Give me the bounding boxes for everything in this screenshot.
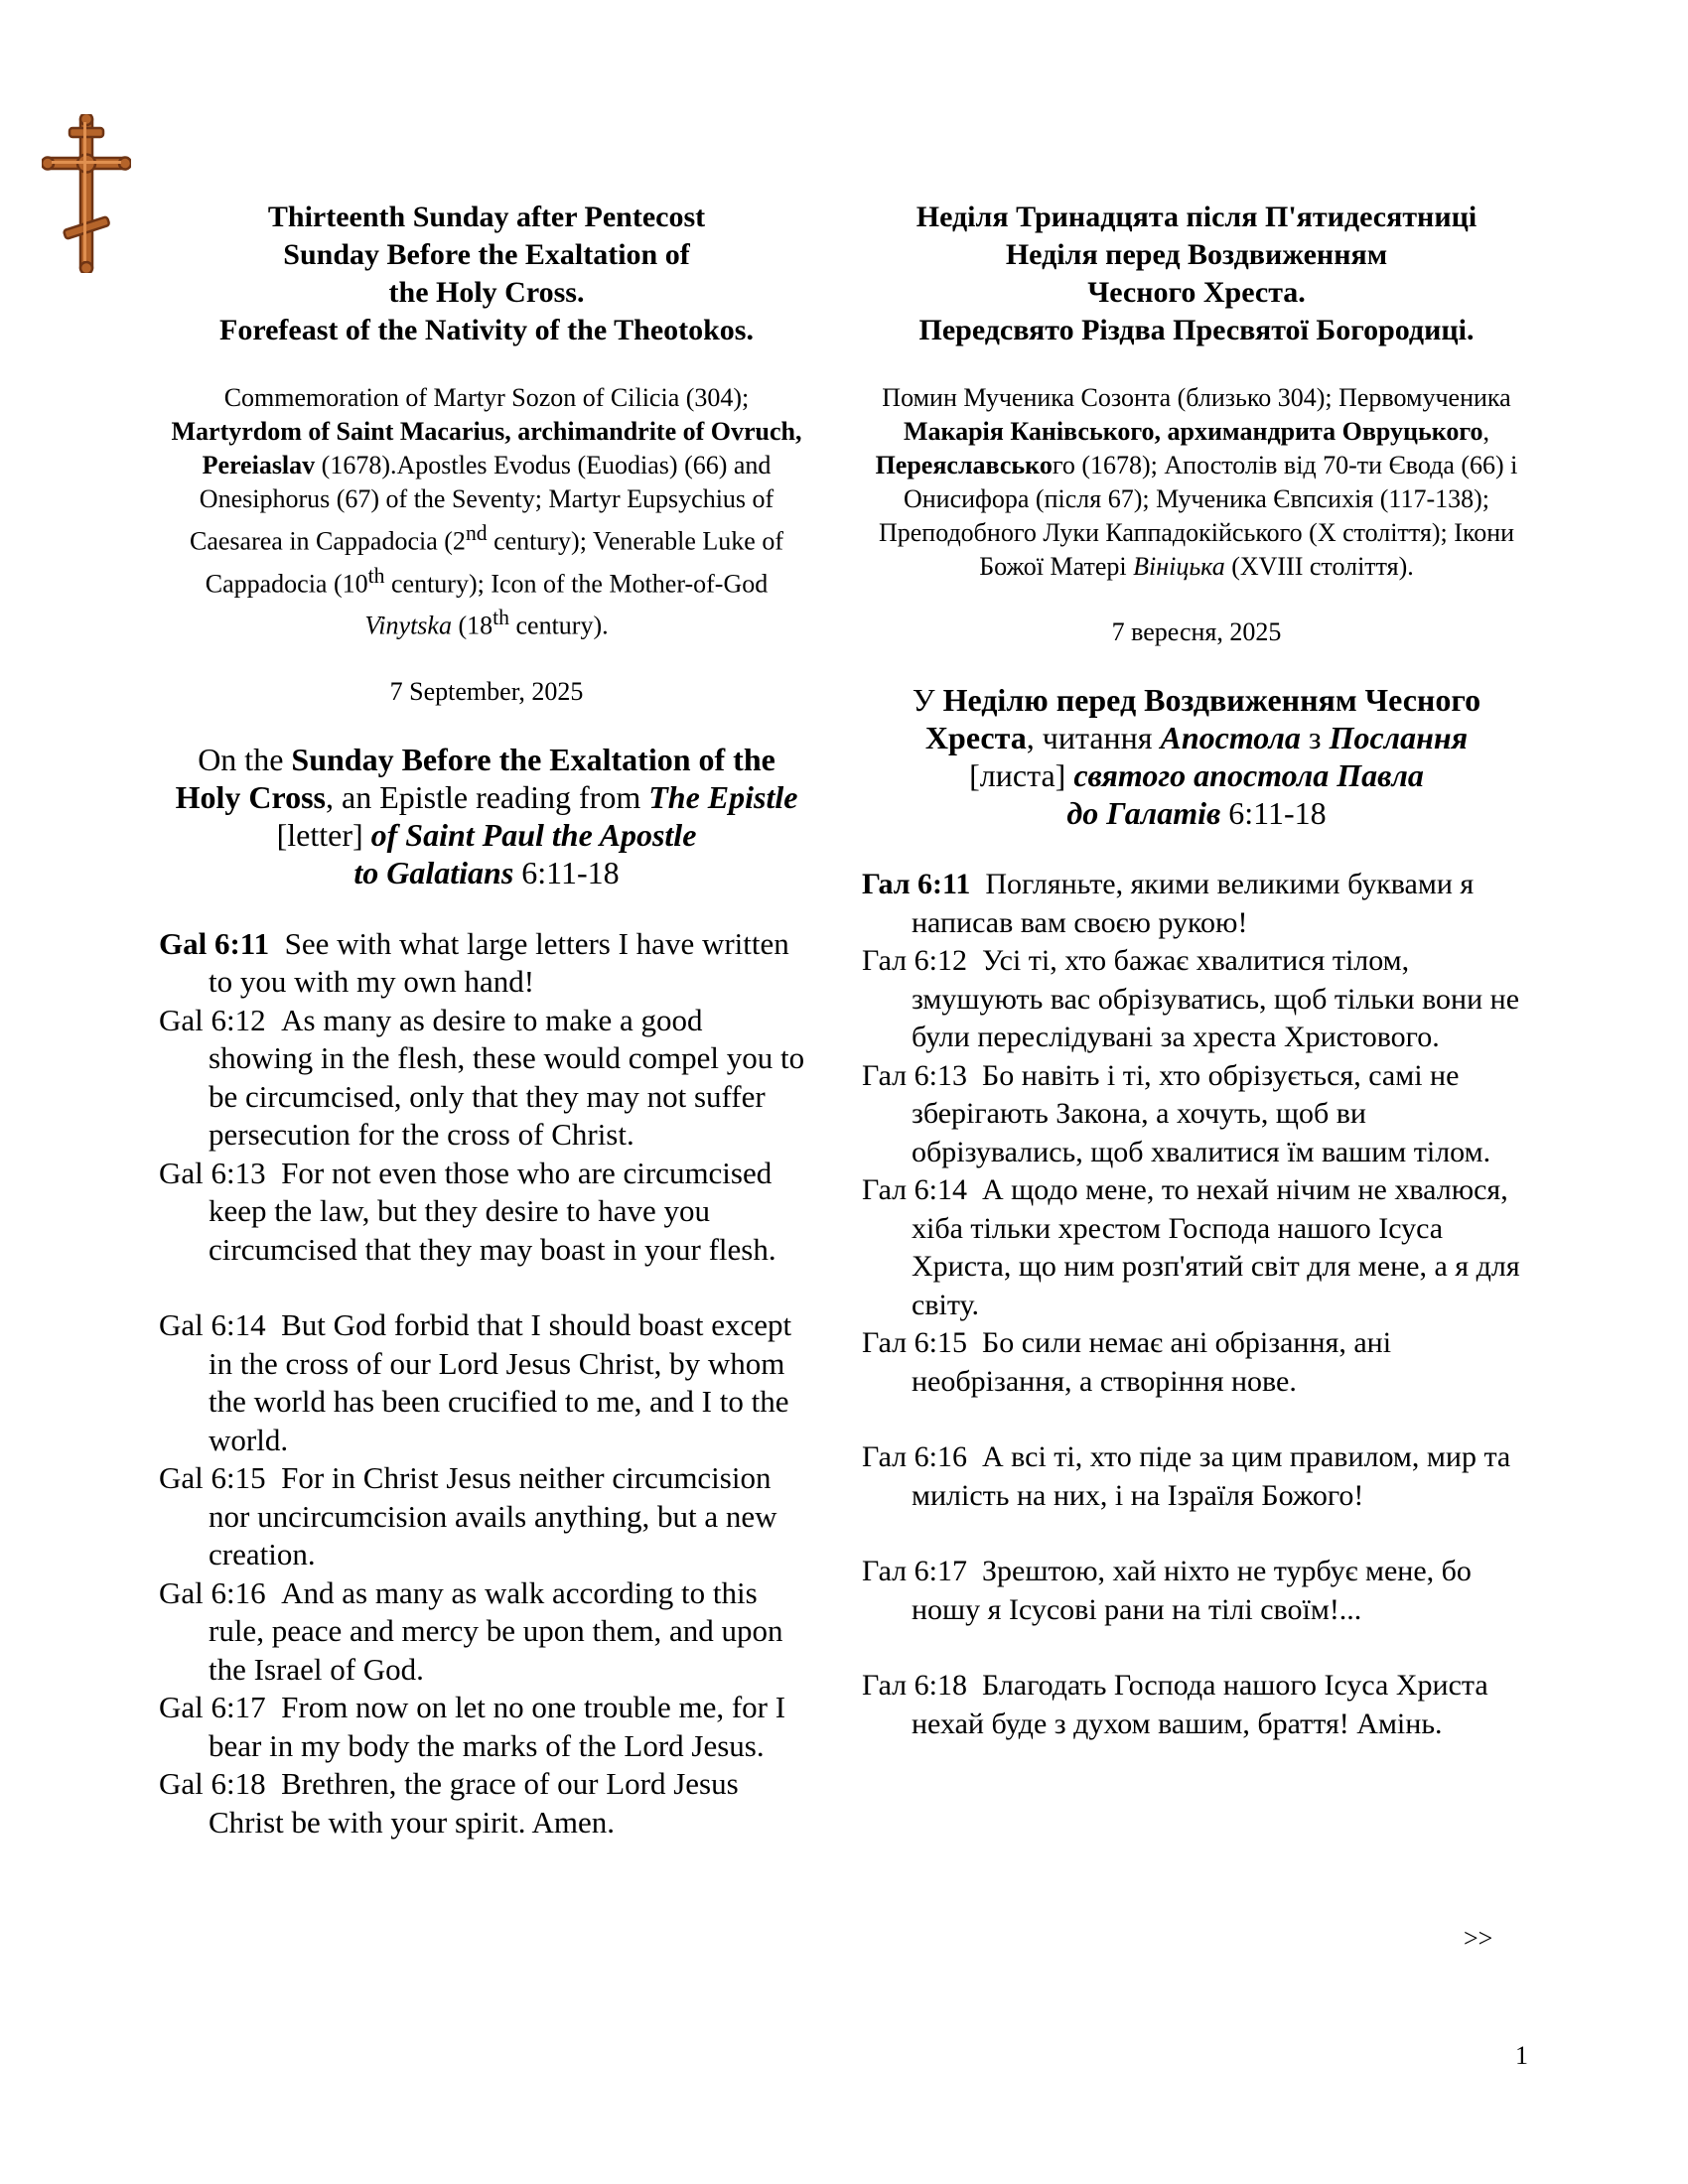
english-title <box>159 199 814 349</box>
verse <box>159 925 814 1002</box>
verse <box>862 866 1531 942</box>
verse <box>862 942 1531 1057</box>
title-line: the Holy Cross. <box>388 276 585 309</box>
heading-bold: Неділю перед Воздвиженням Чесного <box>942 682 1481 718</box>
heading-bold: Holy Cross <box>175 778 326 815</box>
comm-italic: Vinytska <box>364 611 452 640</box>
spacer <box>159 1269 814 1306</box>
verse <box>159 1765 814 1842</box>
title-line: Неділя Тринадцята після П'ятидесятниці <box>915 201 1477 233</box>
verse-ref: Gal 6:16 <box>159 1574 266 1610</box>
verse-ref: Гал 6:14 <box>862 1173 967 1206</box>
heading-bold-italic: святого апостола Павла <box>1073 757 1424 793</box>
verse <box>862 1438 1531 1515</box>
comm-text: Commemoration of Martyr Sozon of Cilicia (304); <box>223 383 750 412</box>
heading-text: , an Epistle reading from <box>325 778 649 815</box>
verse-ref: Gal 6:12 <box>159 1002 266 1037</box>
heading-text: У <box>912 682 943 718</box>
english-date: 7 September, 2025 <box>389 676 584 706</box>
title-line: Чесного Хреста. <box>1087 276 1306 309</box>
heading-line <box>159 854 814 891</box>
heading-bold-italic: до Галатів <box>1066 795 1221 831</box>
heading-line <box>159 741 814 778</box>
comm-text: (1678).Apostles Evodus (Euodias) (66) and Onesiphorus (67) of the Seventy; Martyr Eupsychius of Caesarea in Cappadocia (2 <box>190 451 774 556</box>
heading-text: 6:11-18 <box>513 854 620 890</box>
verse-text: But God forbid that I should boast except in the cross of our Lord Jesus Christ, by whom the world has been crucified to me, and I to the world. <box>209 1307 792 1457</box>
verse-text: Brethren, the grace of our Lord Jesus Christ be with your spirit. Amen. <box>209 1766 739 1840</box>
verse-text: From now on let no one trouble me, for I bear in my body the marks of the Lord Jesus. <box>209 1690 786 1763</box>
verse <box>862 1057 1531 1172</box>
heading-bold: Sunday Before the Exaltation of the <box>291 741 775 777</box>
heading-bold-italic: of Saint Paul the Apostle <box>370 816 697 853</box>
verse-ref: Gal 6:14 <box>159 1307 266 1343</box>
verse <box>159 1002 814 1155</box>
verse <box>862 1324 1531 1401</box>
continue-mark: >> <box>1464 1924 1493 1953</box>
verse-ref: Gal 6:11 <box>159 925 270 961</box>
verse <box>862 1553 1531 1629</box>
verse-text: For in Christ Jesus neither circumcision nor uncircumcision avails anything, but a new creation. <box>209 1460 777 1572</box>
comm-text: Помин Мученика Созонта (близько 304); Первомученика <box>882 383 1511 412</box>
verse-ref: Гал 6:13 <box>862 1058 967 1092</box>
verse-ref: Gal 6:18 <box>159 1766 266 1802</box>
verse-ref: Gal 6:15 <box>159 1460 266 1496</box>
comm-sup: nd <box>465 521 488 545</box>
verse-text: Усі ті, хто бажає хвалитися тілом, змушують вас обрізуватись, щоб тільки вони не були переслідувані за хреста Христового. <box>912 944 1520 1053</box>
verse-ref: Gal 6:13 <box>159 1155 266 1190</box>
ukrainian-commemoration <box>862 381 1531 584</box>
ukrainian-column <box>862 199 1531 1743</box>
english-column <box>159 199 814 1842</box>
spacer <box>862 1629 1531 1667</box>
heading-line <box>862 794 1531 832</box>
title-line: Неділя перед Воздвиженням <box>1005 238 1388 271</box>
heading-text: , читання <box>1026 720 1161 755</box>
verse <box>159 1306 814 1459</box>
heading-line <box>862 719 1531 756</box>
heading-line <box>862 681 1531 719</box>
heading-text: [листа] <box>969 757 1074 793</box>
ukrainian-title <box>862 199 1531 349</box>
verse-text: Бо сили немає ані обрізання, ані необрізання, а створіння нове. <box>912 1326 1392 1398</box>
verse-text: As many as desire to make a good showing in the flesh, these would compel you to be circumcised, only that they may not suffer persecution for the cross of Christ. <box>209 1002 805 1153</box>
verse-text: And as many as walk according to this rule, peace and mercy be upon them, and upon the Israel of God. <box>209 1574 783 1687</box>
comm-italic: Вініцька <box>1133 552 1225 581</box>
ukrainian-verses <box>862 866 1531 1743</box>
heading-bold: Хреста <box>924 720 1027 755</box>
heading-bold-italic: Апостола <box>1160 720 1301 755</box>
spacer <box>862 1401 1531 1438</box>
heading-text: [letter] <box>276 816 371 853</box>
verse-ref: Gal 6:17 <box>159 1690 266 1725</box>
heading-line <box>862 756 1531 794</box>
title-line: Thirteenth Sunday after Pentecost <box>267 201 706 233</box>
heading-line <box>159 816 814 854</box>
heading-text: On the <box>198 741 292 777</box>
verse <box>862 1667 1531 1743</box>
page-number: 1 <box>1515 2041 1528 2070</box>
heading-bold-italic: Послання <box>1329 720 1469 755</box>
verse-text: Погляньте, якими великими буквами я написав вам своєю рукою! <box>912 868 1475 939</box>
verse-ref: Гал 6:11 <box>862 868 971 900</box>
heading-text: з <box>1300 720 1330 755</box>
verse-text: Бо навіть і ті, хто обрізується, самі не зберігають Закона, а хочуть, щоб ви обрізувались, щоб хвалитися їм вашим тілом. <box>912 1058 1491 1168</box>
english-verses <box>159 925 814 1843</box>
heading-bold-italic: The Epistle <box>648 778 798 815</box>
verse-text: Зрештою, хай ніхто не турбує мене, бо ношу я Ісусові рани на тілі своїм!... <box>912 1555 1472 1626</box>
verse-ref: Гал 6:12 <box>862 944 967 977</box>
verse <box>159 1574 814 1690</box>
comm-sup: th <box>492 606 509 630</box>
comm-bold: Макарія Канівського, архимандрита Овруцького <box>903 417 1483 446</box>
english-reading-heading <box>159 741 814 891</box>
heading-bold-italic: to Galatians <box>353 854 514 890</box>
comm-text: го (1678); Апостолів від 70-ти Євода (66) і Онисифора (після 67); Мученика Євпсихія (117-138); Преподобного Луки Каппадокійського (Х століття); Ікони Божої Матері <box>878 451 1518 581</box>
verse-text: See with what large letters I have written to you with my own hand! <box>209 925 789 1000</box>
comm-sup: th <box>367 563 385 588</box>
heading-text: 6:11-18 <box>1220 795 1327 831</box>
orthodox-cross-icon <box>42 114 131 273</box>
verse <box>159 1459 814 1574</box>
comm-bold: Martyrdom of Saint Macarius, archimandrite of Ovruch, Pereiaslav <box>171 417 802 479</box>
ukrainian-reading-heading <box>862 681 1531 832</box>
verse-text: For not even those who are circumcised keep the law, but they desire to have you circumcised that they may boast in your flesh. <box>209 1155 776 1267</box>
heading-line <box>159 778 814 816</box>
title-line: Forefeast of the Nativity of the Theotokos. <box>219 314 754 346</box>
comm-bold: Переяславсько <box>875 451 1053 479</box>
title-line: Передсвято Різдва Пресвятої Богородиці. <box>918 314 1475 346</box>
verse <box>159 1689 814 1765</box>
english-commemoration <box>159 381 814 643</box>
verse-ref: Гал 6:18 <box>862 1669 967 1702</box>
comm-text: (XVIII століття). <box>1224 552 1414 581</box>
verse-text: А щодо мене, то нехай нічим не хвалюся, хіба тільки хрестом Господа нашого Ісуса Христа, що ним розп'ятий світ для мене, а я для світу. <box>912 1173 1520 1321</box>
ukrainian-date: 7 вересня, 2025 <box>1111 617 1282 646</box>
comm-text: century); Venerable Luke of Cappadocia (10 <box>205 526 783 599</box>
verse-text: Благодать Господа нашого Ісуса Христа нехай буде з духом вашим, браття! Амінь. <box>912 1669 1488 1740</box>
verse-ref: Гал 6:17 <box>862 1555 967 1587</box>
verse <box>159 1155 814 1270</box>
title-line: Sunday Before the Exaltation of <box>283 238 690 271</box>
comm-text: century); Icon of the Mother-of-God <box>384 569 769 599</box>
verse-ref: Гал 6:15 <box>862 1326 967 1359</box>
comm-text: century). <box>509 611 609 640</box>
verse-text: А всі ті, хто піде за цим правилом, мир та милість на них, і на Ізраїля Божого! <box>912 1440 1511 1512</box>
spacer <box>862 1515 1531 1553</box>
comm-text: , <box>1482 417 1490 446</box>
verse <box>862 1171 1531 1324</box>
verse-ref: Гал 6:16 <box>862 1440 967 1473</box>
comm-text: (18 <box>451 611 493 640</box>
